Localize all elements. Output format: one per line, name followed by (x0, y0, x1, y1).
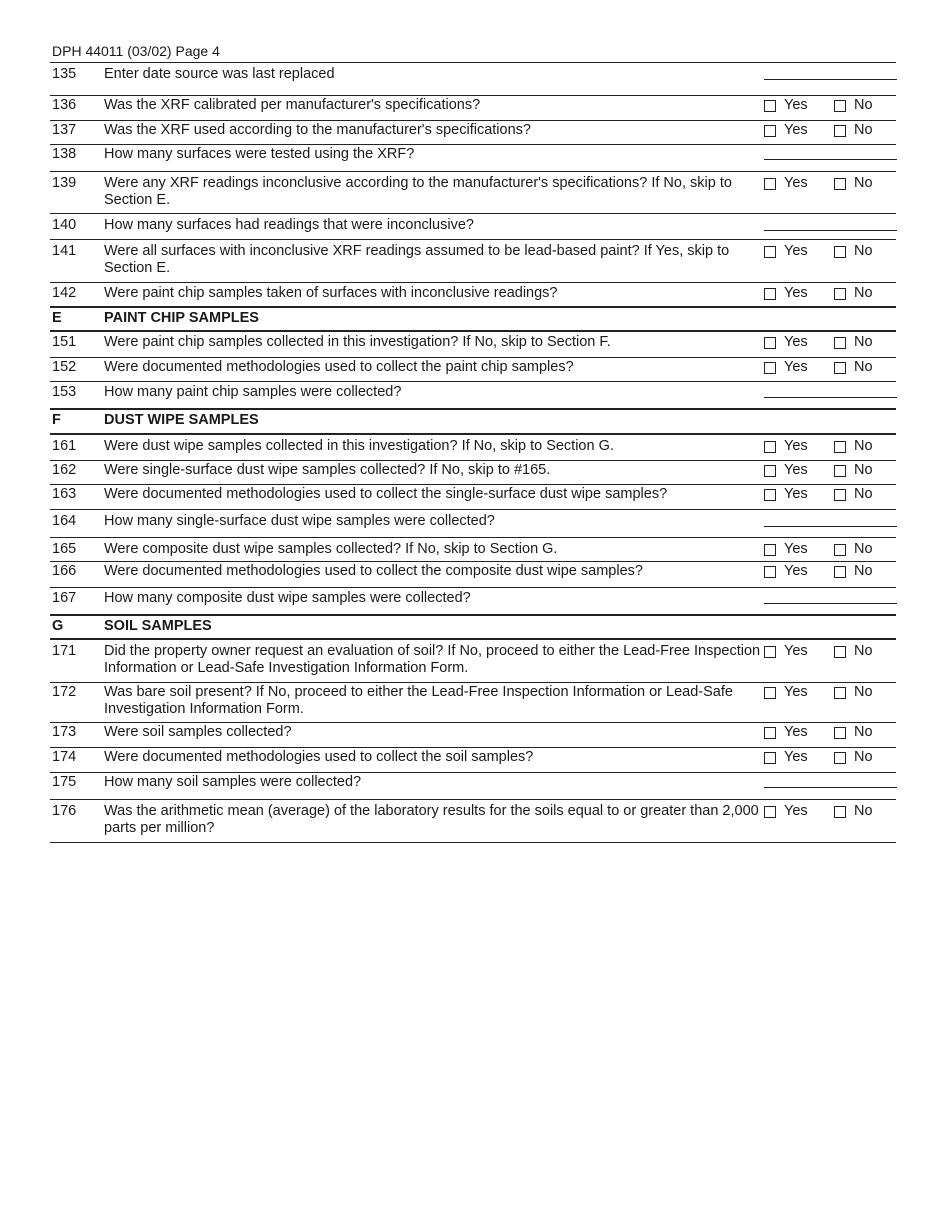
question-row (50, 723, 896, 748)
answer-blank-field[interactable] (764, 159, 897, 160)
no-checkbox[interactable] (834, 441, 846, 453)
yes-label: Yes (784, 97, 808, 113)
question-row (50, 538, 896, 562)
question-number: 151 (52, 334, 77, 350)
no-label: No (854, 438, 873, 454)
answer-area (764, 563, 896, 580)
no-option[interactable] (834, 243, 894, 260)
question-number: 142 (52, 285, 77, 301)
answer-area (764, 66, 897, 80)
yes-option[interactable] (764, 243, 834, 260)
question-number: 167 (52, 590, 77, 606)
answer-area (764, 334, 896, 351)
no-checkbox[interactable] (834, 246, 846, 258)
no-checkbox[interactable] (834, 489, 846, 501)
yes-label: Yes (784, 122, 808, 138)
question-row (50, 121, 896, 145)
no-label: No (854, 563, 873, 579)
question-number: 173 (52, 724, 77, 740)
question-text: Were documented methodologies used to collect the paint chip samples? (104, 359, 574, 375)
no-checkbox[interactable] (834, 125, 846, 137)
yes-checkbox[interactable] (764, 337, 776, 349)
yes-option[interactable] (764, 749, 834, 766)
yes-checkbox[interactable] (764, 646, 776, 658)
yes-label: Yes (784, 684, 808, 700)
question-text: Were paint chip samples collected in this investigation? If No, skip to Section F. (104, 334, 611, 350)
yes-checkbox[interactable] (764, 362, 776, 374)
no-checkbox[interactable] (834, 646, 846, 658)
question-text: Were documented methodologies used to collect the single-surface dust wipe samples? (104, 486, 668, 502)
answer-area (764, 462, 896, 479)
question-number: 174 (52, 749, 77, 765)
question-text: Were paint chip samples taken of surfaces with inconclusive readings? (104, 285, 558, 301)
answer-area (764, 97, 896, 114)
no-option[interactable] (834, 724, 894, 741)
no-option[interactable] (834, 749, 894, 766)
no-checkbox[interactable] (834, 465, 846, 477)
question-text: Were composite dust wipe samples collected? If No, skip to Section G. (104, 541, 558, 557)
question-row (50, 435, 896, 461)
question-text: Were documented methodologies used to collect the composite dust wipe samples? (104, 563, 643, 579)
answer-area (764, 749, 896, 766)
question-table (50, 62, 896, 843)
question-text: Did the property owner request an evaluation of soil? If No, proceed to either the Lead-Free Inspection Information or Lead-Safe Investigation Information Form. (104, 643, 761, 676)
yes-option[interactable] (764, 486, 834, 503)
yes-label: Yes (784, 486, 808, 502)
no-option[interactable] (834, 175, 894, 192)
answer-blank-field[interactable] (764, 230, 897, 231)
yes-label: Yes (784, 285, 808, 301)
question-text: Enter date source was last replaced (104, 66, 335, 82)
question-text: How many surfaces were tested using the XRF? (104, 146, 415, 162)
no-checkbox[interactable] (834, 362, 846, 374)
no-label: No (854, 643, 873, 659)
no-checkbox[interactable] (834, 727, 846, 739)
answer-area (764, 285, 896, 302)
question-number: 137 (52, 122, 77, 138)
question-text: Were soil samples collected? (104, 724, 292, 740)
section-letter: G (52, 618, 64, 634)
question-row (50, 214, 896, 240)
answer-area (764, 541, 896, 558)
answer-area (764, 384, 897, 398)
no-checkbox[interactable] (834, 544, 846, 556)
no-checkbox[interactable] (834, 288, 846, 300)
no-checkbox[interactable] (834, 687, 846, 699)
no-option[interactable] (834, 438, 894, 455)
question-number: 161 (52, 438, 77, 454)
question-row (50, 172, 896, 214)
yes-checkbox[interactable] (764, 687, 776, 699)
yes-checkbox[interactable] (764, 178, 776, 190)
yes-label: Yes (784, 749, 808, 765)
answer-area (764, 359, 896, 376)
question-row (50, 510, 896, 538)
yes-checkbox[interactable] (764, 566, 776, 578)
yes-label: Yes (784, 462, 808, 478)
question-row (50, 748, 896, 773)
section-title: PAINT CHIP SAMPLES (104, 310, 259, 326)
answer-blank-field[interactable] (764, 79, 897, 80)
section-letter: E (52, 310, 62, 326)
yes-option[interactable] (764, 563, 834, 580)
question-row (50, 283, 896, 308)
answer-blank-field[interactable] (764, 603, 897, 604)
no-label: No (854, 359, 873, 375)
no-option[interactable] (834, 486, 894, 503)
answer-blank-field[interactable] (764, 787, 897, 788)
no-checkbox[interactable] (834, 100, 846, 112)
question-row (50, 683, 896, 723)
question-number: 138 (52, 146, 77, 162)
no-option[interactable] (834, 97, 894, 114)
question-number: 171 (52, 643, 77, 659)
yes-option[interactable] (764, 462, 834, 479)
question-number: 166 (52, 563, 77, 579)
question-text: Were all surfaces with inconclusive XRF readings assumed to be lead-based paint? If Yes, skip to Section E. (104, 243, 730, 276)
no-option[interactable] (834, 643, 894, 660)
question-number: 136 (52, 97, 77, 113)
question-number: 135 (52, 66, 77, 82)
form-header: DPH 44011 (03/02) Page 4 (52, 43, 220, 59)
question-row (50, 562, 896, 588)
no-checkbox[interactable] (834, 178, 846, 190)
yes-label: Yes (784, 359, 808, 375)
question-text: How many soil samples were collected? (104, 774, 362, 790)
answer-area (764, 438, 896, 455)
no-option[interactable] (834, 462, 894, 479)
answer-area (764, 122, 896, 139)
yes-option[interactable] (764, 359, 834, 376)
yes-option[interactable] (764, 724, 834, 741)
answer-area (764, 513, 897, 527)
question-row (50, 382, 896, 410)
no-option[interactable] (834, 285, 894, 302)
no-label: No (854, 97, 873, 113)
no-checkbox[interactable] (834, 566, 846, 578)
question-row (50, 240, 896, 283)
section-header-row (50, 308, 896, 332)
question-row (50, 588, 896, 616)
no-option[interactable] (834, 359, 894, 376)
answer-area (764, 684, 896, 701)
question-number: 176 (52, 803, 77, 819)
question-row (50, 63, 896, 96)
no-label: No (854, 541, 873, 557)
answer-area (764, 590, 897, 604)
yes-label: Yes (784, 724, 808, 740)
question-number: 164 (52, 513, 77, 529)
question-row (50, 773, 896, 800)
no-option[interactable] (834, 684, 894, 701)
no-label: No (854, 724, 873, 740)
question-row (50, 96, 896, 121)
yes-label: Yes (784, 175, 808, 191)
question-text: Was bare soil present? If No, proceed to either the Lead-Free Inspection Information or Lead-Safe Investigation Information Form. (104, 684, 733, 717)
yes-option[interactable] (764, 175, 834, 192)
yes-checkbox[interactable] (764, 465, 776, 477)
yes-checkbox[interactable] (764, 441, 776, 453)
answer-blank-field[interactable] (764, 526, 897, 527)
no-checkbox[interactable] (834, 752, 846, 764)
answer-area (764, 175, 896, 192)
answer-area (764, 486, 896, 503)
yes-option[interactable] (764, 97, 834, 114)
section-letter: F (52, 412, 61, 428)
answer-area (764, 803, 896, 820)
no-option[interactable] (834, 541, 894, 558)
answer-area (764, 243, 896, 260)
no-option[interactable] (834, 563, 894, 580)
question-row (50, 358, 896, 382)
question-number: 172 (52, 684, 77, 700)
question-text: How many composite dust wipe samples were collected? (104, 590, 471, 606)
question-number: 141 (52, 243, 77, 259)
section-header-row (50, 616, 896, 640)
yes-label: Yes (784, 243, 808, 259)
yes-option[interactable] (764, 643, 834, 660)
question-number: 152 (52, 359, 77, 375)
question-text: Was the arithmetic mean (average) of the laboratory results for the soils equal to or greater than 2,000 parts per million? (104, 803, 759, 836)
no-label: No (854, 462, 873, 478)
question-text: Were any XRF readings inconclusive according to the manufacturer's specifications? If No, skip to Section E. (104, 175, 732, 208)
yes-label: Yes (784, 643, 808, 659)
question-text: Were single-surface dust wipe samples collected? If No, skip to #165. (104, 462, 551, 478)
question-number: 162 (52, 462, 77, 478)
section-title: DUST WIPE SAMPLES (104, 412, 259, 428)
question-text: How many single-surface dust wipe samples were collected? (104, 513, 495, 529)
question-number: 163 (52, 486, 77, 502)
question-row (50, 800, 896, 843)
no-option[interactable] (834, 803, 894, 820)
question-row (50, 640, 896, 683)
question-text: Was the XRF calibrated per manufacturer's specifications? (104, 97, 481, 113)
yes-option[interactable] (764, 541, 834, 558)
question-text: How many paint chip samples were collected? (104, 384, 402, 400)
no-option[interactable] (834, 334, 894, 351)
no-label: No (854, 749, 873, 765)
question-row (50, 145, 896, 172)
yes-checkbox[interactable] (764, 806, 776, 818)
no-label: No (854, 175, 873, 191)
yes-option[interactable] (764, 122, 834, 139)
yes-option[interactable] (764, 334, 834, 351)
answer-area (764, 643, 896, 660)
answer-area (764, 217, 897, 231)
question-row (50, 332, 896, 358)
no-checkbox[interactable] (834, 337, 846, 349)
no-label: No (854, 803, 873, 819)
no-label: No (854, 122, 873, 138)
no-label: No (854, 285, 873, 301)
answer-area (764, 724, 896, 741)
yes-checkbox[interactable] (764, 125, 776, 137)
yes-label: Yes (784, 803, 808, 819)
yes-checkbox[interactable] (764, 544, 776, 556)
question-text: Were dust wipe samples collected in this investigation? If No, skip to Section G. (104, 438, 614, 454)
question-text: Was the XRF used according to the manufacturer's specifications? (104, 122, 531, 138)
no-label: No (854, 486, 873, 502)
answer-area (764, 774, 897, 788)
section-header-row (50, 410, 896, 435)
yes-label: Yes (784, 438, 808, 454)
answer-blank-field[interactable] (764, 397, 897, 398)
no-label: No (854, 684, 873, 700)
no-checkbox[interactable] (834, 806, 846, 818)
question-text: Were documented methodologies used to collect the soil samples? (104, 749, 534, 765)
yes-label: Yes (784, 563, 808, 579)
yes-checkbox[interactable] (764, 489, 776, 501)
yes-checkbox[interactable] (764, 727, 776, 739)
question-number: 139 (52, 175, 77, 191)
no-label: No (854, 334, 873, 350)
section-title: SOIL SAMPLES (104, 618, 212, 634)
yes-checkbox[interactable] (764, 288, 776, 300)
yes-checkbox[interactable] (764, 246, 776, 258)
answer-area (764, 146, 897, 160)
question-number: 175 (52, 774, 77, 790)
yes-checkbox[interactable] (764, 752, 776, 764)
yes-checkbox[interactable] (764, 100, 776, 112)
yes-option[interactable] (764, 684, 834, 701)
question-number: 153 (52, 384, 77, 400)
question-text: How many surfaces had readings that were inconclusive? (104, 217, 474, 233)
no-option[interactable] (834, 122, 894, 139)
question-row (50, 461, 896, 485)
no-label: No (854, 243, 873, 259)
question-number: 165 (52, 541, 77, 557)
question-number: 140 (52, 217, 77, 233)
yes-label: Yes (784, 334, 808, 350)
yes-label: Yes (784, 541, 808, 557)
yes-option[interactable] (764, 438, 834, 455)
yes-option[interactable] (764, 285, 834, 302)
question-row (50, 485, 896, 510)
yes-option[interactable] (764, 803, 834, 820)
